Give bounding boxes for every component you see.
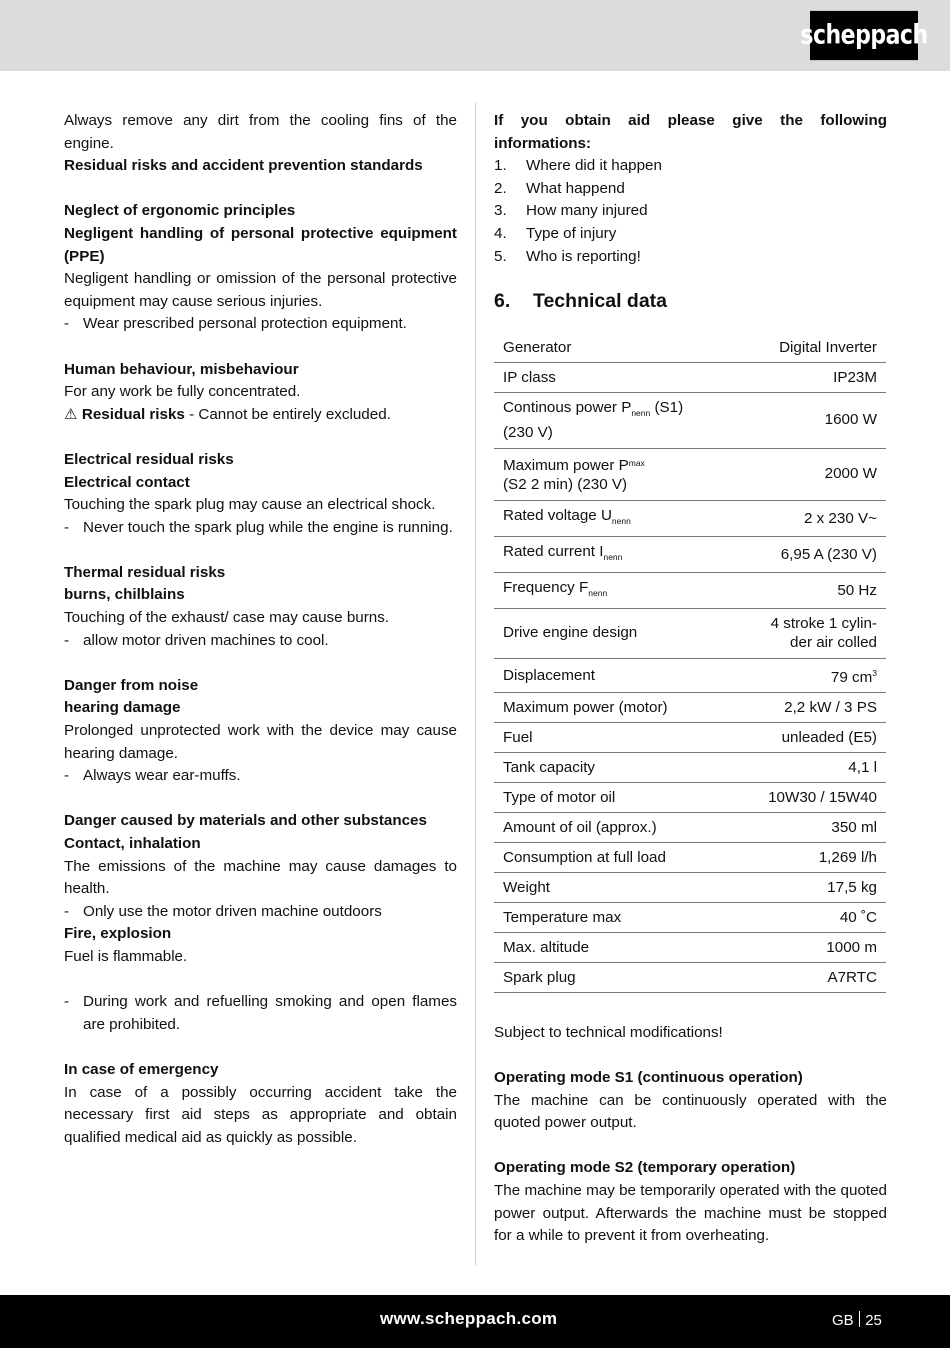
website-link[interactable]: www.scheppach.com (380, 1309, 558, 1328)
materials-bullet: - Only use the motor driven machine outdoors (64, 902, 382, 920)
thermal-bullet: - allow motor driven machines to cool. (64, 631, 329, 649)
page-number: 25 (865, 1312, 882, 1329)
aid-list-item: 1. Where did it happen (494, 157, 662, 175)
table-row: Tank capacity 4,1 l (494, 752, 886, 782)
materials-subheading: Contact, inhalation (64, 835, 201, 852)
page-indicator (832, 1311, 882, 1329)
technical-data-table (494, 333, 886, 993)
aid-list-item: 3. How many injured (494, 202, 648, 220)
table-row: Temperature max 40 ˚C (494, 902, 886, 932)
materials-heading: Danger caused by materials and other substances (64, 812, 427, 830)
table-row: Spark plug A7RTC (494, 962, 886, 992)
electrical-text: Touching the spark plug may cause an electrical shock. (64, 496, 436, 514)
residual-warning: ⚠ Residual risks - Cannot be entirely excluded. (64, 405, 391, 423)
emergency-text: In case of a possibly occurring accident take the necessary first aid steps as appropriate and obtain qualified medical aid as quickly as possible. (64, 1083, 457, 1146)
aid-list-item: 5. Who is reporting! (494, 247, 641, 265)
table-row: Maximum power $P^{max}$ (S2 2 min) (230 V) 2000 W (494, 448, 886, 500)
s2-heading: Operating mode S2 (temporary operation) (494, 1159, 796, 1177)
section-heading (494, 290, 887, 313)
ppe-text: Negligent handling or omission of the personal protective equipment may cause serious injuries. (64, 270, 457, 310)
cooling-fins-text: Always remove any dirt from the cooling fins of the engine. (64, 112, 457, 152)
human-text: For any work be fully concentrated. (64, 383, 301, 401)
table-row: Drive engine design 4 stroke 1 cylin- der air colled (494, 608, 886, 658)
table-row: Displacement 79 $cm^3$ (494, 658, 886, 692)
table-row: Continous power $P_{nenn}$ (S1) (230 V) 1600 W (494, 392, 886, 448)
s2-text: The machine may be temporarily operated with the quoted power output. Afterwards the machine must be stopped for a while to prevent it from overheating. (494, 1181, 887, 1245)
left-column (64, 110, 457, 1149)
column-divider (475, 103, 476, 1265)
residual-risks-heading: Residual risks and accident prevention standards (64, 157, 423, 175)
noise-bullet: - Always wear ear-muffs. (64, 767, 241, 785)
ergonomic-heading: Neglect of ergonomic principles (64, 202, 296, 220)
aid-list-item: 2. What happend (494, 179, 625, 197)
s1-heading: Operating mode S1 (continuous operation) (494, 1068, 803, 1086)
table-row: Weight 17,5 kg (494, 872, 886, 902)
language-code: GB (832, 1312, 854, 1329)
thermal-heading: Thermal residual risks (64, 563, 226, 581)
section-number: 6. (494, 290, 511, 313)
table-row: IP class IP23M (494, 362, 886, 392)
ppe-subheading: Negligent handling of personal protective equipment (PPE) (64, 224, 457, 265)
brand-logo: scheppach (810, 11, 918, 60)
table-row: Fuel unleaded (E5) (494, 722, 886, 752)
emergency-heading: In case of emergency (64, 1060, 219, 1078)
electrical-bullet: - Never touch the spark plug while the engine is running. (64, 518, 453, 536)
table-row: Rated current $I_{nenn}$ 6,95 A (230 V) (494, 536, 886, 572)
warning-triangle-icon: ⚠ (64, 405, 78, 423)
aid-heading: If you obtain aid please give the following informations: (494, 112, 887, 152)
table-row: Maximum power (motor) 2,2 kW / 3 PS (494, 692, 886, 722)
human-heading: Human behaviour, misbehaviour (64, 360, 299, 378)
fire-text: Fuel is flammable. (64, 947, 188, 965)
noise-text: Prolonged unprotected work with the device may cause hearing damage. (64, 722, 457, 762)
section-title: Technical data (533, 290, 668, 313)
table-row: Amount of oil (approx.) 350 ml (494, 812, 886, 842)
aid-list-item: 4. Type of injury (494, 224, 617, 242)
materials-text: The emissions of the machine may cause damages to health. (64, 857, 457, 898)
thermal-subheading: burns, chilblains (64, 586, 185, 604)
footer-bar (0, 1295, 950, 1348)
right-column (494, 110, 887, 1248)
table-row: Frequency $F_{nenn}$ 50 Hz (494, 572, 886, 608)
modifications-note: Subject to technical modifications! (494, 1023, 723, 1041)
s1-text: The machine can be continuously operated with the quoted power output. (494, 1091, 887, 1132)
fire-bullet: - During work and refuelling smoking and open flames are prohibited. (64, 993, 457, 1033)
separator (859, 1311, 861, 1327)
noise-subheading: hearing damage (64, 699, 181, 717)
electrical-subheading: Electrical contact (64, 473, 190, 491)
electrical-heading: Electrical residual risks (64, 450, 234, 468)
table-row: Type of motor oil 10W30 / 15W40 (494, 782, 886, 812)
table-row: Consumption at full load 1,269 l/h (494, 842, 886, 872)
ppe-bullet: - Wear prescribed personal protection equipment. (64, 315, 407, 333)
noise-heading: Danger from noise (64, 676, 199, 694)
table-row: Max. altitude 1000 m (494, 932, 886, 962)
thermal-text: Touching of the exhaust/ case may cause burns. (64, 609, 390, 627)
header-bar (0, 0, 950, 71)
table-row: Generator Digital Inverter (494, 333, 886, 363)
table-row: Rated voltage $U_{nenn}$ 2 x 230 V~ (494, 500, 886, 536)
fire-heading: Fire, explosion (64, 925, 172, 943)
